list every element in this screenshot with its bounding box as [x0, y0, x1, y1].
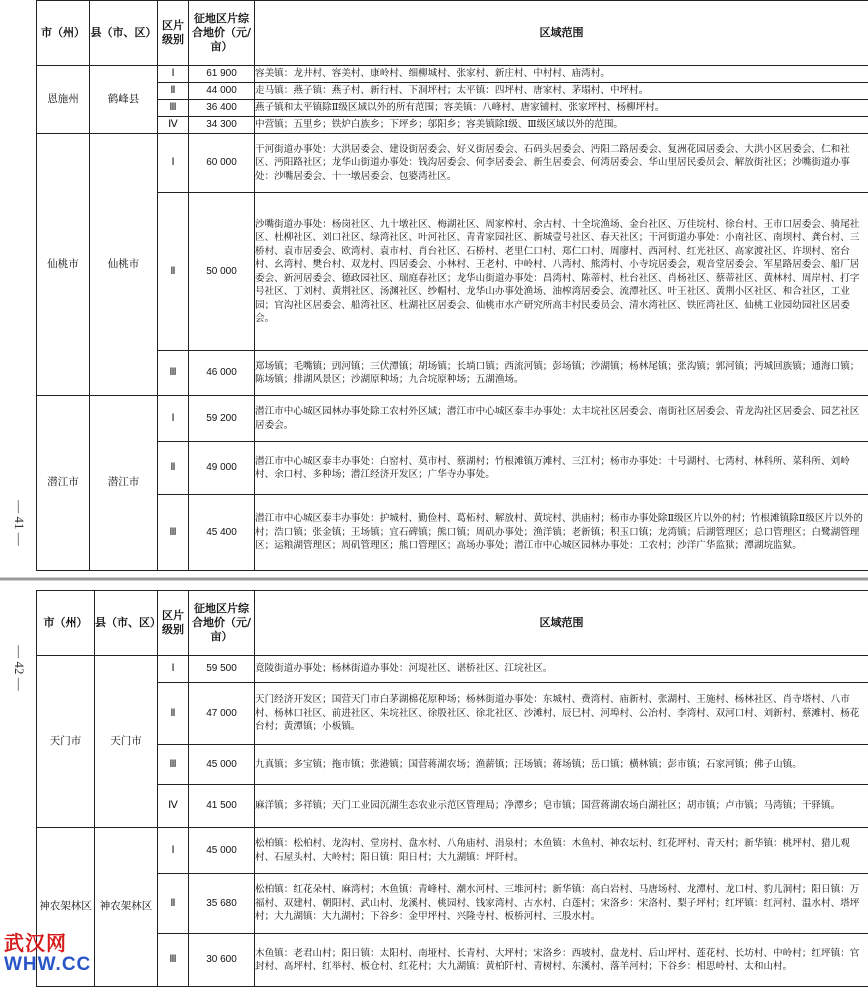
table-row — [37, 351, 868, 396]
city-cell: 天门市 — [37, 656, 95, 828]
table-row — [37, 100, 868, 117]
region-cell: 麻洋镇；多祥镇；天门工业园沉湖生态农业示范区管理局；净潭乡；皂市镇；国营蒋湖农场白湖社区；胡市镇；卢市镇；马湾镇；干驿镇。 — [255, 785, 868, 828]
header-price: 征地区片综合地价（元/亩） — [189, 591, 255, 656]
region-cell: 走马镇：燕子镇：燕子村、新行村、下洞坪村；太平镇：四坪村、唐家村、茅塌村、中坪村。 — [255, 83, 868, 100]
page-number-42: — 42 — — [11, 645, 27, 691]
level-cell: Ⅲ — [158, 745, 189, 785]
region-cell: 潜江市中心城区园林办事处除工农村外区域；潜江市中心城区泰丰办事处：太丰垸社区居委会、南街社区居委会、青龙沟社区居委会、园艺社区居委会。 — [255, 396, 868, 442]
level-cell: Ⅲ — [158, 934, 189, 987]
price-cell: 59 500 — [189, 656, 255, 683]
region-cell: 沙嘴街道办事处：杨岗社区、九十墩社区、梅湖社区、周家榨村、余古村、十全垸渔场、金台社区、万佳垸村、徐台村、王市口居委会、骑尾社区、杜柳社区、刘口社区、绿湾社区、叶河社区、青青家园社区、新城壹号社区、春天社区；干河街道办事处：小南社区、南坝村、龚台村、三桥村、袁市居委会、欧湾村、袁市村、肖台社区、石桥村、老里仁口村、郑仁口村、周廖村、西河村、红光社区、高家渡社区、许坝村、窑台村、幺湾村、樊台村、双龙村、四居委会、小林村、王老村、中岭村、八湾村、熊湾村、小寺垸居委会，观音堂居委会、军星路居委会、船厂居委会、新河居委会、德政园社区、瑞庭春社区；龙华山街道办事处：昌湾村、陈蒂村、杜台社区、肖杨社区、蔡蒂社区、黄林村、周岸村、打字号社区、丁刘村、黄荆社区、汤渊社区、纱帽村、龙华山办事处渔场、油榨湾居委会、流潭社区、叶王社区、黄荆小区社区、和合社区，工业园；官沟社区居委会、船湾社区、杜湖社区居委会、仙桃市水产研究所高丰村民委员会、清水湾社区、铁匠湾社区、仙桃工业园幼园社区居委会。 — [255, 193, 868, 351]
table-row — [37, 745, 868, 785]
table-row — [37, 934, 868, 987]
level-cell: Ⅰ — [158, 134, 189, 193]
price-cell: 36 400 — [189, 100, 255, 117]
watermark-cn-text: 武汉网 — [4, 931, 67, 955]
price-cell: 59 200 — [189, 396, 255, 442]
table-row — [37, 442, 868, 495]
watermark-en-text: WHW.CC — [4, 954, 92, 975]
table-row — [37, 117, 868, 134]
table-row — [37, 66, 868, 83]
price-cell: 47 000 — [189, 683, 255, 745]
region-cell: 干河街道办事处：大洪居委会、建设街居委会、好义街居委会、石码头居委会、沔阳二路居委会、复洲花园居委会、大洪小区居委会、仁和社区、沔阳路社区；龙华山街道办事处：钱沟居委会、何李居委会、新生居委会、何湾居委会、华山里居民委员会、解放街社区；沙嘴街道办事处：沙嘴居委会、十一墩居委会、包婆湾社区。 — [255, 134, 868, 193]
level-cell: Ⅳ — [158, 785, 189, 828]
table-row — [37, 193, 868, 351]
table-row — [37, 134, 868, 193]
site-watermark-logo — [4, 932, 91, 976]
level-cell: Ⅱ — [158, 193, 189, 351]
region-cell: 松柏镇：红花朵村、麻湾村；木鱼镇：青峰村、潮水河村、三堆河村；新华镇：高白岩村、马唐场村、龙潭村、龙口村、豹儿洞村；阳日镇：万福村、双建村、朝阳村、武山村、龙溪村、桃园村、钱家湾村、古水村、白莲村；宋洛乡：宋洛村、梨子坪村；红坪镇：红河村、温水村、塔坪村；大九湖镇：大九湖村；下谷乡：金甲坪村、兴隆寺村、板桥河村、三股水村。 — [255, 874, 868, 934]
price-cell: 46 000 — [189, 351, 255, 396]
city-cell: 神农架林区 — [37, 828, 95, 987]
county-cell: 潜江市 — [90, 396, 158, 571]
land-price-table-page-41 — [36, 0, 868, 571]
header-county: 县（市、区） — [90, 1, 158, 66]
price-cell: 45 000 — [189, 745, 255, 785]
region-cell: 松柏镇：松柏村、龙沟村、堂房村、盘水村、八角庙村、涓泉村；木鱼镇：木鱼村、神农坛村、红花坪村、青天村；新华镇：桃坪村、猎儿观村、石屋头村、大岭村；阳日镇：阳日村；大九湖镇：坪阡村。 — [255, 828, 868, 874]
region-cell: 郑场镇；毛嘴镇；剅河镇；三伏潭镇；胡场镇；长埫口镇；西流河镇；彭场镇；沙湖镇；杨林尾镇；张沟镇；郭河镇；沔城回族镇；通海口镇；陈场镇；排湖风景区；沙湖原种场；九合垸原种场；五湖渔场。 — [255, 351, 868, 396]
price-cell: 35 680 — [189, 874, 255, 934]
level-cell: Ⅰ — [158, 656, 189, 683]
table-row — [37, 874, 868, 934]
region-cell: 中营镇；五里乡；铁炉白族乡；下坪乡；邬阳乡；容美镇除Ⅰ级、Ⅲ级区域以外的范围。 — [255, 117, 868, 134]
region-cell: 容美镇：龙井村、容美村、康岭村、细柳城村、张家村、新庄村、中村村、庙湾村。 — [255, 66, 868, 83]
page-separator — [0, 572, 868, 590]
table-row — [37, 683, 868, 745]
header-city: 市（州） — [37, 591, 95, 656]
table-row — [37, 828, 868, 874]
header-city: 市（州） — [37, 1, 90, 66]
table-row — [37, 495, 868, 571]
region-cell: 天门经济开发区；国营天门市白茅湖棉花原种场；杨林街道办事处：东城村、费湾村、庙新村、张湖村、王施村、杨林社区、肖寺塔村、八市村、杨林口社区、前进社区、朱垸社区、徐殷社区、徐北社区、沙滩村、辰巳村、河埠村、公冶村、李湾村、双河口村、刘新村、蔡滩村、杨花台村；黄潭镇；小板镇。 — [255, 683, 868, 745]
level-cell: Ⅲ — [158, 351, 189, 396]
level-cell: Ⅱ — [158, 83, 189, 100]
level-cell: Ⅱ — [158, 874, 189, 934]
price-cell: 60 000 — [189, 134, 255, 193]
city-cell: 仙桃市 — [37, 134, 90, 396]
city-cell: 潜江市 — [37, 396, 90, 571]
table-header-row — [37, 1, 868, 66]
page-number-41: — 41 — — [11, 500, 27, 546]
region-cell: 潜江市中心城区泰丰办事处：护城村、勤俭村、葛柘村、解放村、黄垸村、洪庙村；杨市办事处除Ⅱ级区片以外的村；竹根滩镇除Ⅱ级区片以外的村；浩口镇；张金镇；王场镇；宜石碑镇；熊口镇；周矶办事处；渔洋镇；老新镇；积玉口镇；龙湾镇；后湖管理区；总口管理区；白鹭湖管理区；运粮湖管理区；周矶管理区；熊口管理区；高场办事处；潜江市中心城区园林办事处：工农村；沙洋广华监狱；潭湖垸监狱。 — [255, 495, 868, 571]
price-cell: 34 300 — [189, 117, 255, 134]
table-row — [37, 785, 868, 828]
level-cell: Ⅲ — [158, 495, 189, 571]
region-cell: 木鱼镇：老君山村；阳日镇：太阳村、南垭村、长青村、大坪村；宋洛乡：西坡村、盘龙村、后山坪村、莲花村、长坊村、中岭村；红坪镇：官封村、高坪村、红举村、板仓村、红花村；大九湖镇：黄柏阡村、青树村、东溪村、落羊河村；下谷乡：相思岭村、太和山村。 — [255, 934, 868, 987]
county-cell: 天门市 — [95, 656, 158, 828]
county-cell: 神农架林区 — [95, 828, 158, 987]
document-page-42 — [0, 590, 868, 989]
table-header-row — [37, 591, 868, 656]
region-cell: 竟陵街道办事处；杨林街道办事处：河堤社区、谌桥社区、江垸社区。 — [255, 656, 868, 683]
header-county: 县（市、区） — [95, 591, 158, 656]
region-cell: 燕子镇和太平镇除Ⅱ级区域以外的所有范围；容美镇：八峰村、唐家铺村、张家坪村、杨柳坪村。 — [255, 100, 868, 117]
price-cell: 44 000 — [189, 83, 255, 100]
land-price-table-page-42 — [36, 590, 868, 987]
region-cell: 潜江市中心城区泰丰办事处：白窑村、莫市村、蔡湖村；竹根滩镇万滩村、三江村；杨市办事处：十号湖村、七湾村、林科所、菜科所、刘岭村、余口村、多种场；潜江经济开发区；广华寺办事处。 — [255, 442, 868, 495]
city-cell: 恩施州 — [37, 66, 90, 134]
region-cell: 九真镇；多宝镇；拖市镇；张港镇；国营蒋湖农场；渔薪镇；汪场镇；蒋场镇；岳口镇；横林镇；彭市镇；石家河镇；佛子山镇。 — [255, 745, 868, 785]
header-level: 区片级别 — [158, 1, 189, 66]
price-cell: 45 400 — [189, 495, 255, 571]
level-cell: Ⅱ — [158, 442, 189, 495]
header-region: 区域范围 — [255, 1, 868, 66]
table-row — [37, 396, 868, 442]
table-row — [37, 656, 868, 683]
level-cell: Ⅲ — [158, 100, 189, 117]
header-price: 征地区片综合地价（元/亩） — [189, 1, 255, 66]
price-cell: 30 600 — [189, 934, 255, 987]
header-level: 区片级别 — [158, 591, 189, 656]
price-cell: 61 900 — [189, 66, 255, 83]
county-cell: 仙桃市 — [90, 134, 158, 396]
level-cell: Ⅱ — [158, 683, 189, 745]
county-cell: 鹤峰县 — [90, 66, 158, 134]
level-cell: Ⅰ — [158, 66, 189, 83]
table-row — [37, 83, 868, 100]
header-region: 区域范围 — [255, 591, 868, 656]
level-cell: Ⅰ — [158, 396, 189, 442]
price-cell: 45 000 — [189, 828, 255, 874]
level-cell: Ⅳ — [158, 117, 189, 134]
price-cell: 50 000 — [189, 193, 255, 351]
price-cell: 41 500 — [189, 785, 255, 828]
level-cell: Ⅰ — [158, 828, 189, 874]
price-cell: 49 000 — [189, 442, 255, 495]
